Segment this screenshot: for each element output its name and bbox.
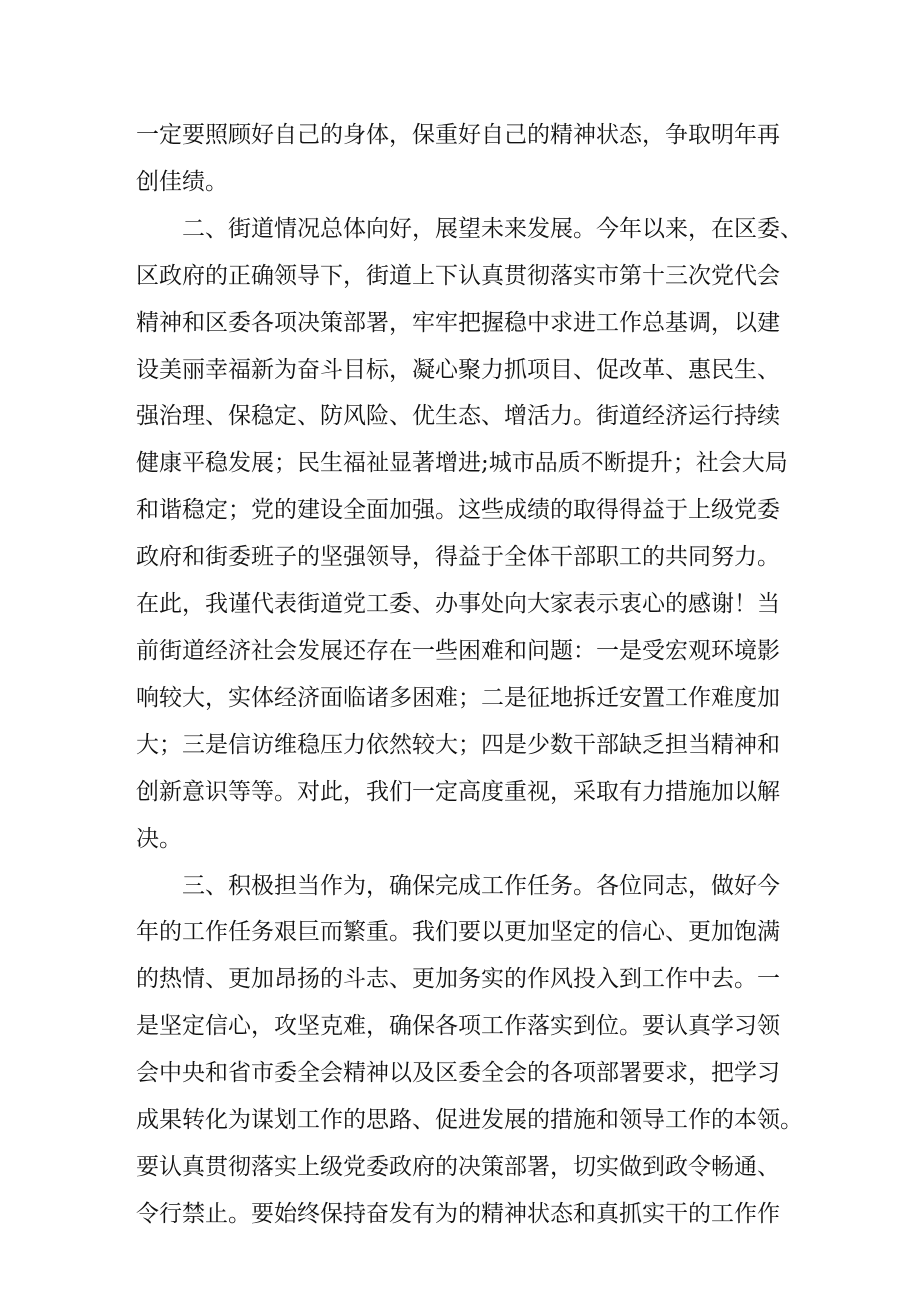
- document-body: [136, 112, 803, 1238]
- text-line: 三、积极担当作为，确保完成工作任务。各位同志，做好今: [182, 872, 780, 899]
- text-line: 在此，我谨代表街道党工委、办事处向大家表示衷心的感谢！当: [136, 591, 780, 618]
- text-line: 二、街道情况总体向好，展望未来发展。今年以来，在区委、: [182, 215, 803, 242]
- text-line: 年的工作任务艰巨而繁重。我们要以更加坚定的信心、更加饱满: [136, 919, 780, 946]
- text-line: 令行禁止。要始终保持奋发有为的精神状态和真抓实干的工作作: [136, 1200, 780, 1227]
- text-line: 区政府的正确领导下，街道上下认真贯彻落实市第十三次党代会: [136, 262, 780, 289]
- paragraph-3: [136, 863, 803, 1238]
- paragraph-2: [136, 206, 803, 863]
- text-line: 前街道经济社会发展还存在一些困难和问题：一是受宏观环境影: [136, 637, 780, 664]
- text-line: 设美丽幸福新为奋斗目标，凝心聚力抓项目、促改革、惠民生、: [136, 356, 780, 383]
- text-line: 创佳绩。: [136, 168, 228, 195]
- text-line: 的热情、更加昂扬的斗志、更加务实的作风投入到工作中去。一: [136, 966, 780, 993]
- text-line: 政府和街委班子的坚强领导，得益于全体干部职工的共同努力。: [136, 544, 780, 571]
- paragraph-1: [136, 112, 796, 206]
- text-line: 精神和区委各项决策部署，牢牢把握稳中求进工作总基调，以建: [136, 309, 780, 336]
- text-line: 决。: [136, 825, 182, 852]
- text-line: 是坚定信心，攻坚克难，确保各项工作落实到位。要认真学习领: [136, 1013, 780, 1040]
- text-line: 创新意识等等。对此，我们一定高度重视，采取有力措施加以解: [136, 778, 780, 805]
- text-line: 响较大，实体经济面临诸多困难；二是征地拆迁安置工作难度加: [136, 684, 780, 711]
- text-line: 要认真贯彻落实上级党委政府的决策部署，切实做到政令畅通、: [136, 1153, 780, 1180]
- text-line: 一定要照顾好自己的身体，保重好自己的精神状态，争取明年再: [136, 122, 780, 148]
- text-line: 大；三是信访维稳压力依然较大；四是少数干部缺乏担当精神和: [136, 731, 780, 758]
- text-line: 健康平稳发展；民生福祉显著增进;城市品质不断提升；社会大局: [136, 450, 788, 477]
- text-line: 会中央和省市委全会精神以及区委全会的各项部署要求，把学习: [136, 1060, 780, 1087]
- text-line: 和谐稳定；党的建设全面加强。这些成绩的取得得益于上级党委: [136, 497, 780, 524]
- text-line: 成果转化为谋划工作的思路、促进发展的措施和领导工作的本领。: [136, 1107, 803, 1134]
- text-line: 强治理、保稳定、防风险、优生态、增活力。街道经济运行持续: [136, 403, 780, 430]
